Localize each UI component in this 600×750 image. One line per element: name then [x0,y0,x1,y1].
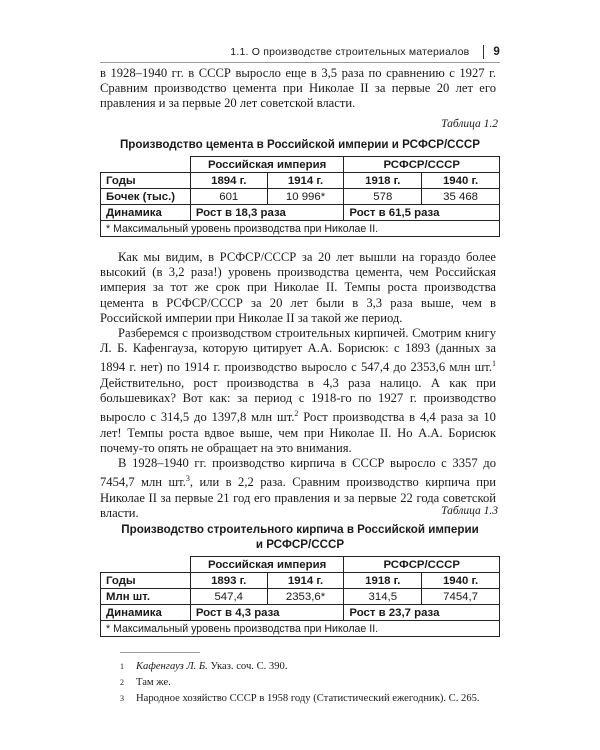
table-cell: 35 468 [422,189,500,205]
footnote-1 [120,660,287,673]
body-text [100,250,496,521]
table-row [101,189,500,205]
table-cell: 10 996* [267,189,344,205]
table-note: * Максимальный уровень производства при Николае II. [101,221,500,237]
paragraph-4-part-b: , или в 2,2 раза. Сравним производство кирпича при Николае II за первые 21 год его правления и за первые 22 года советской власти. [100,475,497,520]
group-header-empire: Российская империя [190,157,344,173]
paragraph-3 [100,326,496,456]
footnote-rule [120,652,200,653]
table-cell: 7454,7 [422,589,500,605]
table-cell: 1940 г. [422,173,500,189]
row-label-values: Бочек (тыс.) [101,189,191,205]
running-header [230,45,500,59]
paragraph-1-text: в 1928–1940 гг. в СССР выросло еще в 3,5 раза по сравнению с 1927 г. Сравним производство цемента при Николае II за первые 20 лет его правления и за первые 20 лет советской власти. [100,66,496,111]
table-2-caption: Таблица 1.3 [441,505,498,517]
row-label-dynamics: Динамика [101,205,191,221]
table-2-title-line-1: Производство строительного кирпича в Российской империи [121,523,479,536]
header-divider [483,45,484,59]
footnote-number: 3 [120,694,124,703]
table-1-caption: Таблица 1.2 [441,118,498,130]
table-row [101,557,500,573]
paragraph-1 [100,66,496,112]
table-cell: 601 [190,189,267,205]
table-note-row [101,621,500,637]
table-cell: 314,5 [344,589,422,605]
footnote-3 [120,692,480,705]
footnote-ref-2[interactable]: 2 [294,409,299,419]
table-row [101,205,500,221]
group-header-ussr: РСФСР/СССР [344,157,500,173]
table-row [101,173,500,189]
table-cell: 1914 г. [267,173,344,189]
table-row [101,573,500,589]
cement-table [100,156,500,237]
footnote-ref-3[interactable]: 3 [185,474,190,484]
table-cell [101,557,191,573]
paragraph-3-part-a: Разберемся с производством строительных кирпичей. Смотрим книгу Л. Б. Кафенгауза, которую цитирует А.А. Борисюк: с 1893 (данных за 1894 г. нет) по 1914 г. производство выросло с 547,4 до 2353,6 млн шт. [100,326,496,375]
table-note-row [101,221,500,237]
footnote-number: 1 [120,662,124,671]
table-2-title-line-2: и РСФСР/СССР [255,538,345,551]
table-cell: Рост в 18,3 раза [190,205,344,221]
table-cell: 1940 г. [422,573,500,589]
page-number: 9 [493,46,500,58]
footnote-2 [120,676,171,689]
footnote-number: 2 [120,678,124,687]
table-2-title [100,522,500,552]
row-label-values: Млн шт. [101,589,191,605]
paragraph-4 [100,456,496,521]
paragraph-2: Как мы видим, в РСФСР/СССР за 20 лет вышли на гораздо более высокий (в 3,2 раза!) уровень производства цемента, чем Российская империя за тот же срок при Николае II. Темпы роста производства цемента в РСФСР/СССР за 20 лет были в 3,3 раза выше, чем в Российской империи при Николае II за такой же период. [100,250,496,325]
paragraph-3-part-b: Действительно, рост производства в 4,3 раза налицо. А как при большевиках? Вот как: за период с 1918-го по 1927 г. производство выросло с 314,5 до 1397,8 млн шт. [100,375,496,425]
group-header-ussr: РСФСР/СССР [344,557,500,573]
table-note: * Максимальный уровень производства при Николае II. [101,621,500,637]
row-label-dynamics: Динамика [101,605,191,621]
brick-table [100,556,500,637]
table-cell [101,157,191,173]
footnote-ref-1[interactable]: 1 [492,359,496,369]
section-title: 1.1. О производстве строительных материалов [230,46,470,58]
row-label-years: Годы [101,173,191,189]
table-cell: 2353,6* [267,589,344,605]
table-cell: Рост в 23,7 раза [344,605,500,621]
table-row [101,589,500,605]
table-cell: 1918 г. [344,173,422,189]
table-cell: 547,4 [190,589,267,605]
header-rule [100,62,500,63]
group-header-empire: Российская империя [190,557,344,573]
table-cell: Рост в 4,3 раза [190,605,344,621]
table-cell: Рост в 61,5 раза [344,205,500,221]
table-cell: 1914 г. [267,573,344,589]
table-row [101,605,500,621]
paragraph-3-part-c: Рост производства в 4,4 раза за 10 лет! Темпы роста вдвое выше, чем при Николае II. Но А.А. Борисюк почему-то опять не обращает на это внимания. [100,410,496,455]
footnote-text: Народное хозяйство СССР в 1958 году (Статистический ежегодник). С. 265. [136,693,480,704]
table-cell: 1893 г. [190,573,267,589]
paragraph-4-part-a: В 1928–1940 гг. производство кирпича в СССР выросло с 3357 до 7454,7 млн шт. [100,456,496,490]
table-cell: 1894 г. [190,173,267,189]
footnote-text: Там же. [136,677,171,688]
footnote-author: Кафенгауз Л. Б. [136,661,208,672]
table-1-title: Производство цемента в Российской империи и РСФСР/СССР [119,138,481,151]
table-cell: 1918 г. [344,573,422,589]
table-row [101,157,500,173]
row-label-years: Годы [101,573,191,589]
table-cell: 578 [344,189,422,205]
footnote-text: Указ. соч. С. 390. [207,661,288,672]
